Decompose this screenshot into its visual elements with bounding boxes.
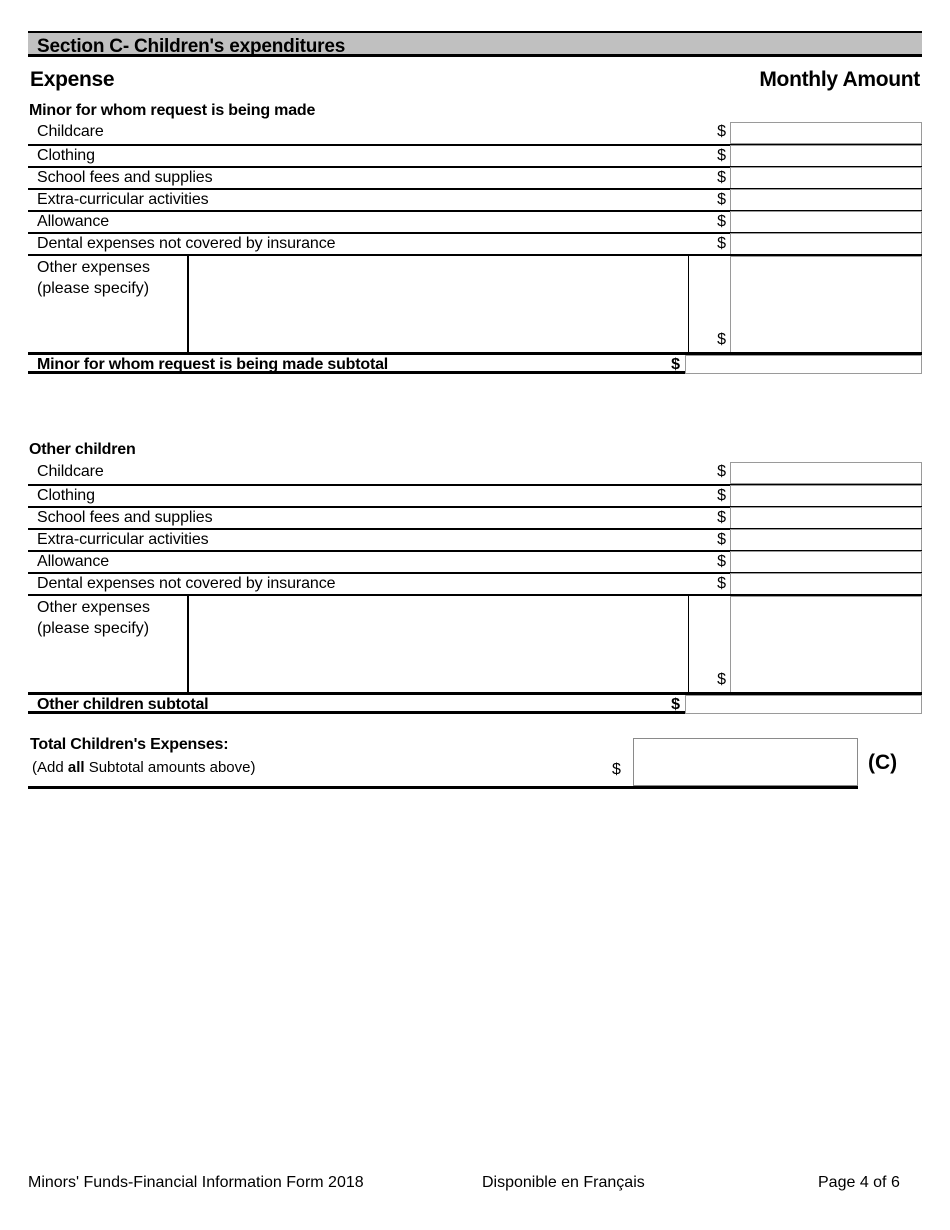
other-expenses-label bbox=[37, 257, 150, 299]
table-row bbox=[28, 528, 922, 550]
expense-table-other-children bbox=[28, 462, 922, 714]
other-expenses-block-minor bbox=[28, 254, 922, 352]
column-header-expense: Expense bbox=[30, 68, 115, 91]
currency-symbol: $ bbox=[717, 191, 726, 208]
column-header-monthly-amount: Monthly Amount bbox=[759, 68, 920, 91]
expense-label: Extra-curricular activities bbox=[37, 191, 209, 208]
amount-input-other-children-subtotal[interactable] bbox=[685, 695, 922, 714]
other-expenses-specify-input-other-children[interactable] bbox=[189, 596, 688, 692]
other-expenses-label-line2: (please specify) bbox=[37, 280, 150, 297]
amount-input-total-children-expenses[interactable] bbox=[633, 738, 858, 786]
currency-symbol: $ bbox=[717, 169, 726, 186]
expense-label: Childcare bbox=[37, 463, 104, 480]
footer-form-name: Minors' Funds-Financial Information Form 2018 bbox=[28, 1174, 364, 1191]
amount-input-minor-extracurricular[interactable] bbox=[730, 189, 922, 211]
table-row bbox=[28, 144, 922, 166]
expense-label: School fees and supplies bbox=[37, 169, 213, 186]
other-expenses-specify-input-minor[interactable] bbox=[189, 256, 688, 352]
expense-label: Allowance bbox=[37, 213, 110, 230]
amount-input-minor-dental[interactable] bbox=[730, 233, 922, 255]
group-title-other-children: Other children bbox=[29, 441, 136, 458]
expense-label: Dental expenses not covered by insurance bbox=[37, 235, 336, 252]
table-row bbox=[28, 506, 922, 528]
footer-page-number: Page 4 of 6 bbox=[818, 1174, 900, 1191]
section-title: Section C- Children's expenditures bbox=[37, 36, 346, 57]
currency-symbol: $ bbox=[717, 509, 726, 526]
table-row bbox=[28, 166, 922, 188]
currency-symbol: $ bbox=[717, 331, 726, 348]
amount-input-minor-clothing[interactable] bbox=[730, 145, 922, 167]
amount-input-other-other-expenses[interactable] bbox=[730, 596, 922, 693]
currency-symbol: $ bbox=[671, 356, 680, 373]
expense-label: Clothing bbox=[37, 147, 95, 164]
amount-input-other-school-fees[interactable] bbox=[730, 507, 922, 529]
amount-input-minor-allowance[interactable] bbox=[730, 211, 922, 233]
section-header-bar bbox=[28, 31, 922, 57]
total-children-expenses-block bbox=[28, 735, 922, 787]
total-label: Total Children's Expenses: bbox=[30, 736, 229, 753]
subtotal-label: Other children subtotal bbox=[37, 696, 209, 713]
total-note-suffix: Subtotal amounts above) bbox=[84, 759, 256, 776]
cell-divider bbox=[688, 596, 689, 692]
table-row bbox=[28, 572, 922, 594]
currency-symbol: $ bbox=[717, 487, 726, 504]
other-expenses-label-line1: Other expenses bbox=[37, 259, 150, 276]
footer-language-note: Disponible en Français bbox=[482, 1174, 645, 1191]
total-underline bbox=[28, 786, 858, 789]
table-row bbox=[28, 462, 922, 484]
total-reference-label: (C) bbox=[868, 751, 898, 774]
expense-label: Extra-curricular activities bbox=[37, 531, 209, 548]
currency-symbol: $ bbox=[717, 235, 726, 252]
amount-input-minor-school-fees[interactable] bbox=[730, 167, 922, 189]
table-row bbox=[28, 188, 922, 210]
currency-symbol: $ bbox=[717, 123, 726, 140]
expense-label: Allowance bbox=[37, 553, 110, 570]
other-expenses-block-other-children bbox=[28, 594, 922, 692]
table-row bbox=[28, 122, 922, 144]
other-expenses-label-line2: (please specify) bbox=[37, 620, 150, 637]
expense-label: School fees and supplies bbox=[37, 509, 213, 526]
amount-input-other-clothing[interactable] bbox=[730, 485, 922, 507]
currency-symbol: $ bbox=[717, 531, 726, 548]
currency-symbol: $ bbox=[717, 575, 726, 592]
table-row bbox=[28, 232, 922, 254]
currency-symbol: $ bbox=[612, 761, 621, 778]
table-row bbox=[28, 210, 922, 232]
expense-label: Childcare bbox=[37, 123, 104, 140]
table-row bbox=[28, 484, 922, 506]
expense-table-minor bbox=[28, 122, 922, 374]
total-note-emphasis: all bbox=[67, 759, 85, 776]
currency-symbol: $ bbox=[717, 463, 726, 480]
subtotal-label: Minor for whom request is being made subtotal bbox=[37, 356, 389, 373]
subtotal-row-minor bbox=[28, 352, 922, 374]
amount-input-other-childcare[interactable] bbox=[730, 462, 922, 484]
other-expenses-label bbox=[37, 597, 150, 639]
total-note-prefix: (Add bbox=[32, 759, 68, 776]
currency-symbol: $ bbox=[671, 696, 680, 713]
subtotal-row-other-children bbox=[28, 692, 922, 714]
currency-symbol: $ bbox=[717, 213, 726, 230]
expense-label: Clothing bbox=[37, 487, 95, 504]
group-title-minor: Minor for whom request is being made bbox=[29, 102, 316, 119]
currency-symbol: $ bbox=[717, 147, 726, 164]
currency-symbol: $ bbox=[717, 553, 726, 570]
amount-input-other-extracurricular[interactable] bbox=[730, 529, 922, 551]
table-row bbox=[28, 550, 922, 572]
amount-input-minor-other-expenses[interactable] bbox=[730, 256, 922, 353]
amount-input-other-dental[interactable] bbox=[730, 573, 922, 595]
expense-label: Dental expenses not covered by insurance bbox=[37, 575, 336, 592]
other-expenses-label-line1: Other expenses bbox=[37, 599, 150, 616]
cell-divider bbox=[688, 256, 689, 352]
amount-input-minor-childcare[interactable] bbox=[730, 122, 922, 144]
amount-input-other-allowance[interactable] bbox=[730, 551, 922, 573]
amount-input-minor-subtotal[interactable] bbox=[685, 355, 922, 374]
currency-symbol: $ bbox=[717, 671, 726, 688]
total-note bbox=[32, 759, 256, 776]
